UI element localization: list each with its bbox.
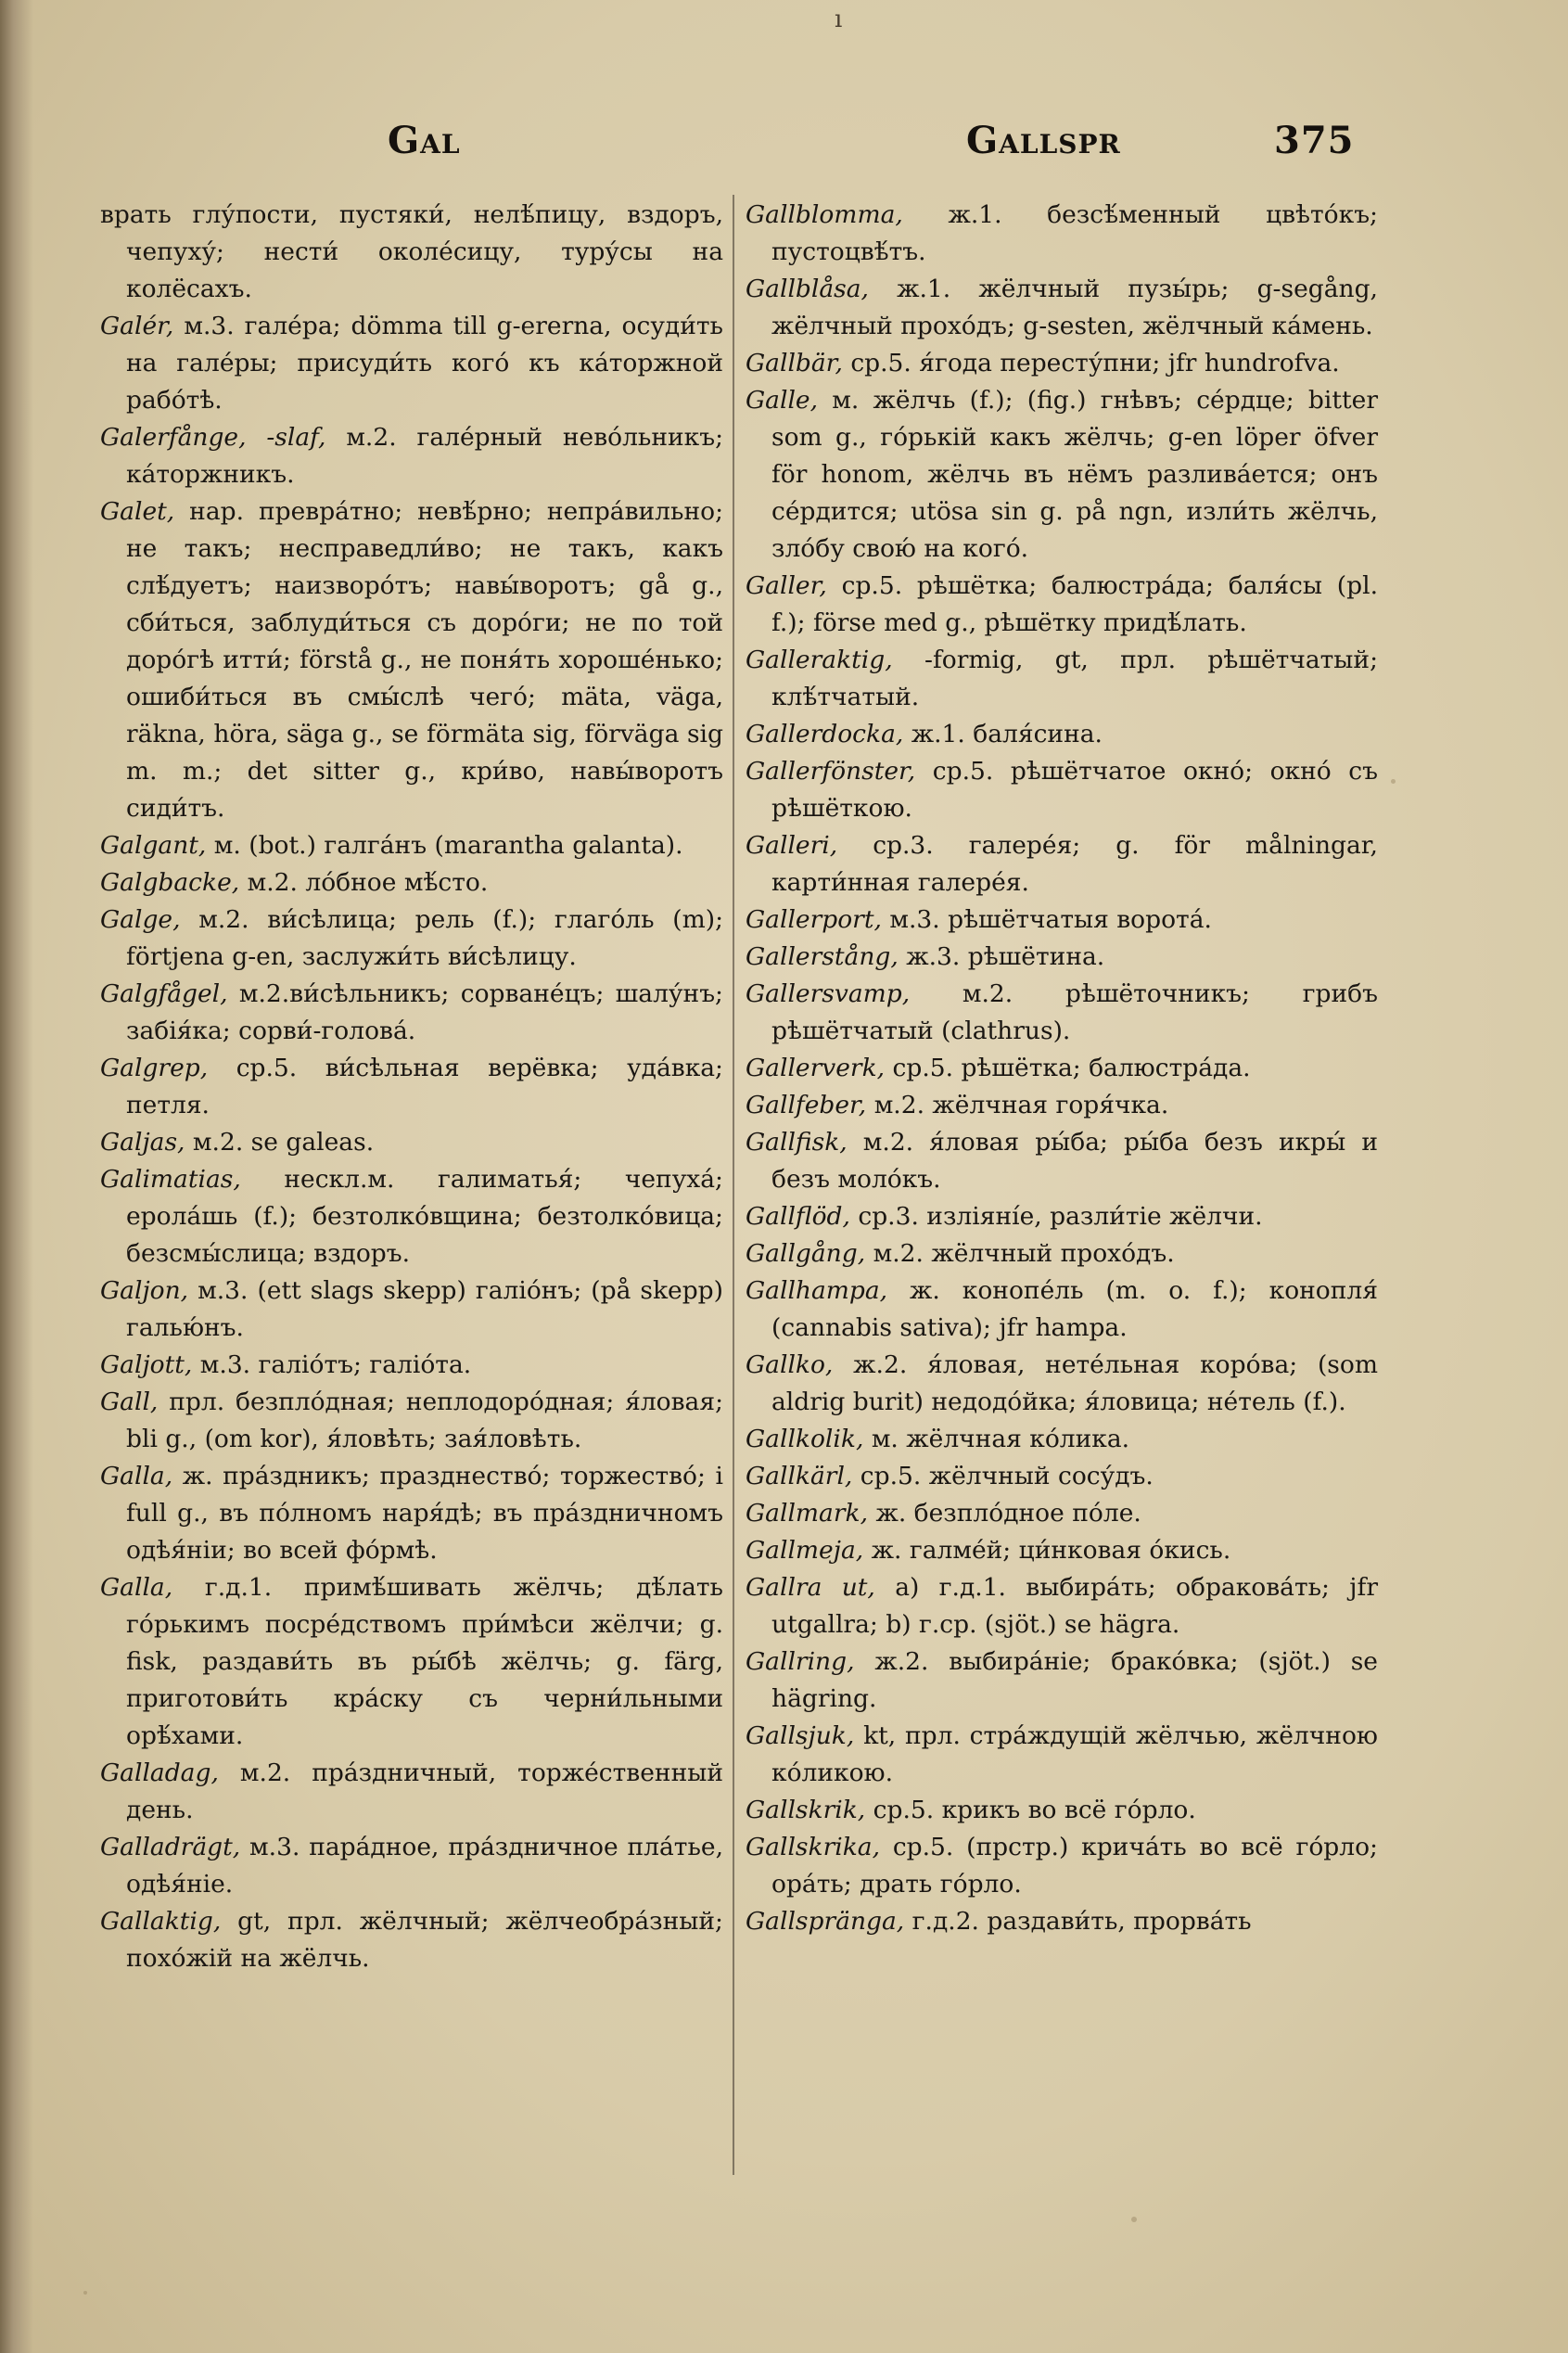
paper-speck <box>1131 2217 1137 2222</box>
entry-definition: a) г.д.1. выбира́ть; обракова́ть; jfr utgallra; b) г.ср. (sjöt.) se hägra. <box>771 1573 1378 1639</box>
entry-definition: ср.5. ви́сѣльная верёвка; уда́вка; петля. <box>126 1054 723 1119</box>
entry-definition: м.2. se galeas. <box>192 1128 375 1157</box>
entry-headword: Gallerstång, <box>746 942 899 971</box>
entry-headword: Gallhampa, <box>746 1276 888 1305</box>
entry-definition: м. жёлчь (f.); (fig.) гнѣвъ; се́рдце; bitter som g., го́рькій какъ жёлчь; g-en löper öfver för honom, жёлчь въ нёмъ разлива́ется; онъ се́рдится; utösa sin g. på ngn, изли́ть жёлчь, зло́бу свою́ на кого́. <box>771 386 1378 563</box>
entry-definition: ср.5. крикъ во всё го́рло. <box>873 1796 1196 1824</box>
dictionary-entry <box>100 902 723 976</box>
entry-headword: Galladrägt, <box>100 1833 241 1861</box>
dictionary-entry <box>746 1124 1378 1198</box>
entry-definition: ср.5. рѣшётка; балюстра́да. <box>892 1054 1251 1082</box>
dictionary-entry <box>746 1495 1378 1532</box>
dictionary-entry <box>746 827 1378 902</box>
entry-headword: Galge, <box>100 905 181 934</box>
entry-definition: нескл.м. галиматья́; чепуха́; ерола́шь (f.); безтолко́вщина; безтолко́вица; безсмы́слица; вздоръ. <box>126 1165 723 1268</box>
column-divider <box>733 195 734 2175</box>
entry-definition: ж.1. жёлчный пузы́рь; g-segång, жёлчный прохо́дъ; g-sesten, жёлчный ка́мень. <box>771 275 1378 340</box>
dictionary-entry <box>100 1384 723 1458</box>
entry-headword: Gallkolik, <box>746 1425 864 1453</box>
entry-definition: ср.5. жёлчный сосу́дъ. <box>860 1462 1154 1490</box>
entry-headword: Gallerport, <box>746 905 882 934</box>
entry-definition: gt, прл. жёлчный; жёлчеобра́зный; похо́жій на жёлчь. <box>126 1907 723 1973</box>
dictionary-entry <box>100 1829 723 1903</box>
dictionary-entry <box>100 1124 723 1161</box>
dictionary-entry <box>746 753 1378 827</box>
dictionary-entry <box>746 197 1378 271</box>
dictionary-entry <box>100 976 723 1050</box>
entry-headword: Galleri, <box>746 831 838 860</box>
entry-headword: Gallkärl, <box>746 1462 853 1490</box>
entry-definition: м.2.ви́сѣльникъ; сорване́цъ; шалу́нъ; забія́ка; сорви́-голова́. <box>126 979 723 1045</box>
entry-definition: ср.5. рѣшётчатое окно́; окно́ съ рѣшёткою. <box>771 757 1378 823</box>
entry-headword: Gallblåsa, <box>746 275 869 303</box>
entry-headword: Gallmark, <box>746 1499 868 1528</box>
entry-definition: м.2. жёлчный прохо́дъ. <box>873 1239 1175 1268</box>
entry-definition: м.2. ви́сѣлица; рель (f.); глаго́ль (m); förtjena g-en, заслужи́ть ви́сѣлицу. <box>126 905 723 971</box>
entry-headword: Gallskrik, <box>746 1796 866 1824</box>
entry-headword: Gallbär, <box>746 349 843 377</box>
entry-headword: Gallspränga, <box>746 1907 905 1936</box>
entry-definition: ср.5. я́года пересту́пни; jfr hundrofva. <box>850 349 1340 377</box>
dictionary-entry <box>746 1643 1378 1718</box>
entry-definition: м.3. (ett slags skepp) галіо́нъ; (på skepp) галью́нъ. <box>126 1276 723 1342</box>
dictionary-entry <box>100 827 723 864</box>
entry-definition: м.2. жёлчная горя́чка. <box>873 1091 1169 1119</box>
dictionary-entry <box>746 716 1378 753</box>
left-column <box>100 197 723 1977</box>
dictionary-entry <box>746 1235 1378 1272</box>
header-left-guide-word: Gal <box>388 119 461 162</box>
entry-definition: ж. галме́й; ци́нковая о́кись. <box>871 1536 1231 1565</box>
entry-headword: Galimatias, <box>100 1165 241 1194</box>
entry-definition: г.д.2. раздави́ть, прорва́ть <box>911 1907 1252 1936</box>
dictionary-entry <box>100 197 723 308</box>
entry-headword: Galgbacke, <box>100 868 240 897</box>
dictionary-entry <box>746 1458 1378 1495</box>
dictionary-entry <box>746 1198 1378 1235</box>
entry-definition: ср.3. изліяні́е, разли́тіе жёлчи. <box>858 1202 1263 1231</box>
entry-headword: Gallfisk, <box>746 1128 848 1157</box>
entry-definition: м.2. рѣшёточникъ; грибъ рѣшётчатый (clathrus). <box>771 979 1378 1045</box>
entry-definition: м. (bot.) галга́нъ (maranthа galanta). <box>213 831 683 860</box>
entry-headword: Galla, <box>100 1462 173 1490</box>
dictionary-entry <box>746 1421 1378 1458</box>
dictionary-entry <box>100 1569 723 1755</box>
entry-headword: Galjas, <box>100 1128 185 1157</box>
dictionary-entry <box>746 1272 1378 1347</box>
entry-headword: Galladag, <box>100 1758 219 1787</box>
entry-definition: ср.5. рѣшётка; балюстра́да; баля́сы (pl. f.); förse med g., рѣшётку придѣ́лать. <box>771 571 1378 637</box>
page-number: 375 <box>1274 119 1355 162</box>
entry-definition: м.3. гале́ра; dömma till g-ererna, осуди́ть на гале́ры; присуди́ть кого́ къ ка́торжной рабо́тѣ. <box>126 312 723 415</box>
entry-definition: ж.2. я́ловая, нете́льная коро́ва; (som aldrig burit) недодо́йка; я́ловица; не́тель (f.). <box>771 1350 1378 1416</box>
dictionary-entry <box>100 1755 723 1829</box>
entry-definition: ж. безпло́дное по́ле. <box>875 1499 1141 1528</box>
book-gutter-shadow <box>0 0 33 2353</box>
entry-headword: Gallfeber, <box>746 1091 867 1119</box>
dictionary-entry <box>746 976 1378 1050</box>
right-column <box>746 197 1378 1940</box>
dictionary-entry <box>746 642 1378 716</box>
dictionary-entry <box>100 1272 723 1347</box>
dictionary-entry <box>746 1050 1378 1087</box>
entry-headword: Gallko, <box>746 1350 834 1379</box>
entry-definition: м.2. пра́здничный, торже́ственный день. <box>126 1758 723 1824</box>
header-right-guide-word: Gallspr <box>966 119 1121 162</box>
dictionary-entry <box>746 1792 1378 1829</box>
entry-headword: Galgrep, <box>100 1054 209 1082</box>
entry-definition: м. жёлчная ко́лика. <box>871 1425 1130 1453</box>
entry-headword: Galleraktig, <box>746 646 893 674</box>
entry-definition: -formig, gt, прл. рѣшётчатый; клѣ́тчатый. <box>771 646 1378 711</box>
dictionary-entry <box>100 1161 723 1272</box>
entry-headword: Gallaktig, <box>100 1907 222 1936</box>
entry-definition: врать глу́пости, пустяки́, нелѣ́пицу, вздоръ, чепуху́; нести́ околе́сицу, туру́сы на колёсахъ. <box>100 200 723 303</box>
entry-headword: Galet, <box>100 497 175 526</box>
entry-headword: Galjott, <box>100 1350 193 1379</box>
dictionary-entry <box>746 1087 1378 1124</box>
entry-headword: Gallflöd, <box>746 1202 850 1231</box>
entry-headword: Gallmeja, <box>746 1536 864 1565</box>
dictionary-entry <box>100 308 723 419</box>
entry-definition: ж.1. безсѣ́менный цвѣто́къ; пустоцвѣ́тъ. <box>771 200 1378 266</box>
entry-headword: Gall, <box>100 1388 159 1416</box>
dictionary-entry <box>746 271 1378 345</box>
dictionary-entry <box>746 1532 1378 1569</box>
entry-definition: ср.3. галере́я; g. för målningar, карти́нная галере́я. <box>771 831 1378 897</box>
dictionary-entry <box>100 493 723 827</box>
dictionary-entry <box>100 1050 723 1124</box>
dictionary-entry <box>100 1347 723 1384</box>
entry-definition: м.3. рѣшётчатыя ворота́. <box>889 905 1212 934</box>
dictionary-entry <box>746 568 1378 642</box>
entry-definition: м.2. гале́рный нево́льникъ; ка́торжникъ. <box>126 423 724 489</box>
dictionary-entry <box>746 1569 1378 1643</box>
entry-headword: Gallblomma, <box>746 200 903 229</box>
dictionary-entry <box>100 1458 723 1569</box>
entry-definition: м.3. галіо́тъ; галіо́та. <box>199 1350 472 1379</box>
entry-definition: ж. пра́здникъ; празднество́; торжество́; i full g., въ по́лномъ наря́дѣ; въ пра́здничномъ одѣя́ніи; во всей фо́рмѣ. <box>126 1462 723 1565</box>
entry-definition: ж.3. рѣшётина. <box>906 942 1105 971</box>
entry-headword: Gallskrika, <box>746 1833 880 1861</box>
entry-headword: Galgfågel, <box>100 979 228 1008</box>
dictionary-entry <box>746 1903 1378 1940</box>
entry-definition: м.2. я́ловая ры́ба; ры́ба безъ икры́ и безъ моло́къ. <box>771 1128 1378 1194</box>
entry-headword: Gallerdocka, <box>746 720 904 748</box>
entry-definition: г.д.1. примѣ́шивать жёлчь; дѣ́лать го́рькимъ посре́дствомъ при́мѣси жёлчи; g. fisk, раздави́ть въ ры́бѣ жёлчь; g. färg, приготови́ть кра́ску съ черни́льными орѣ́хами. <box>126 1573 723 1750</box>
entry-headword: Galerfånge, -slaf, <box>100 423 326 452</box>
entry-definition: м.2. ло́бное мѣ́сто. <box>247 868 489 897</box>
dictionary-entry <box>100 864 723 902</box>
entry-definition: kt, прл. стра́ждущій жёлчью, жёлчною ко́ликою. <box>771 1721 1378 1787</box>
entry-definition: ж.1. баля́сина. <box>911 720 1103 748</box>
entry-headword: Galjon, <box>100 1276 189 1305</box>
dictionary-entry <box>746 1829 1378 1903</box>
dictionary-entry <box>746 902 1378 939</box>
entry-headword: Galla, <box>100 1573 173 1602</box>
entry-definition: м.3. пара́дное, пра́здничное пла́тье, одѣя́ніе. <box>126 1833 723 1899</box>
entry-headword: Galler, <box>746 571 827 600</box>
paper-speck <box>83 2291 87 2295</box>
dictionary-entry <box>746 1718 1378 1792</box>
dictionary-entry <box>100 1903 723 1977</box>
dictionary-entry <box>746 939 1378 976</box>
entry-headword: Gallerfönster, <box>746 757 916 786</box>
entry-headword: Gallersvamp, <box>746 979 911 1008</box>
top-mark: ı <box>835 6 843 33</box>
entry-definition: прл. безпло́дная; неплодоро́дная; я́ловая; bli g., (om kor), я́ловѣть; зая́ловѣть. <box>126 1388 723 1453</box>
dictionary-entry <box>746 1347 1378 1421</box>
entry-headword: Gallring, <box>746 1647 855 1676</box>
entry-headword: Gallgång, <box>746 1239 866 1268</box>
entry-headword: Galle, <box>746 386 819 415</box>
entry-definition: нар. превра́тно; невѣ́рно; непра́вильно; не такъ; несправедли́во; не такъ, какъ слѣ́дуетъ; наизворо́тъ; навы́воротъ; gå g., сби́ться, заблуди́ться съ доро́ги; не по той доро́гѣ итти́; förstå g., не поня́ть хороше́нько; ошиби́ться въ смы́слѣ чего́; mäta, väga, räkna, höra, säga g., se förmäta sig, förväga sig m. m.; det sitter g., кри́во, навы́воротъ сиди́тъ. <box>126 497 723 823</box>
entry-headword: Galgant, <box>100 831 207 860</box>
entry-headword: Gallsjuk, <box>746 1721 855 1750</box>
entry-definition: ж. конопе́ль (m. o. f.); конопля́ (cannabis sativa); jfr hampa. <box>771 1276 1378 1342</box>
paper-speck <box>1391 779 1396 784</box>
dictionary-entry <box>746 345 1378 382</box>
entry-definition: ср.5. (прстр.) крича́ть во всё го́рло; ора́ть; драть го́рло. <box>771 1833 1378 1899</box>
dictionary-entry <box>746 382 1378 568</box>
entry-headword: Galér, <box>100 312 174 340</box>
entry-headword: Gallra ut, <box>746 1573 875 1602</box>
entry-headword: Gallerverk, <box>746 1054 886 1082</box>
dictionary-entry <box>100 419 723 493</box>
entry-definition: ж.2. выбира́ніе; брако́вка; (sjöt.) se hägring. <box>771 1647 1378 1713</box>
